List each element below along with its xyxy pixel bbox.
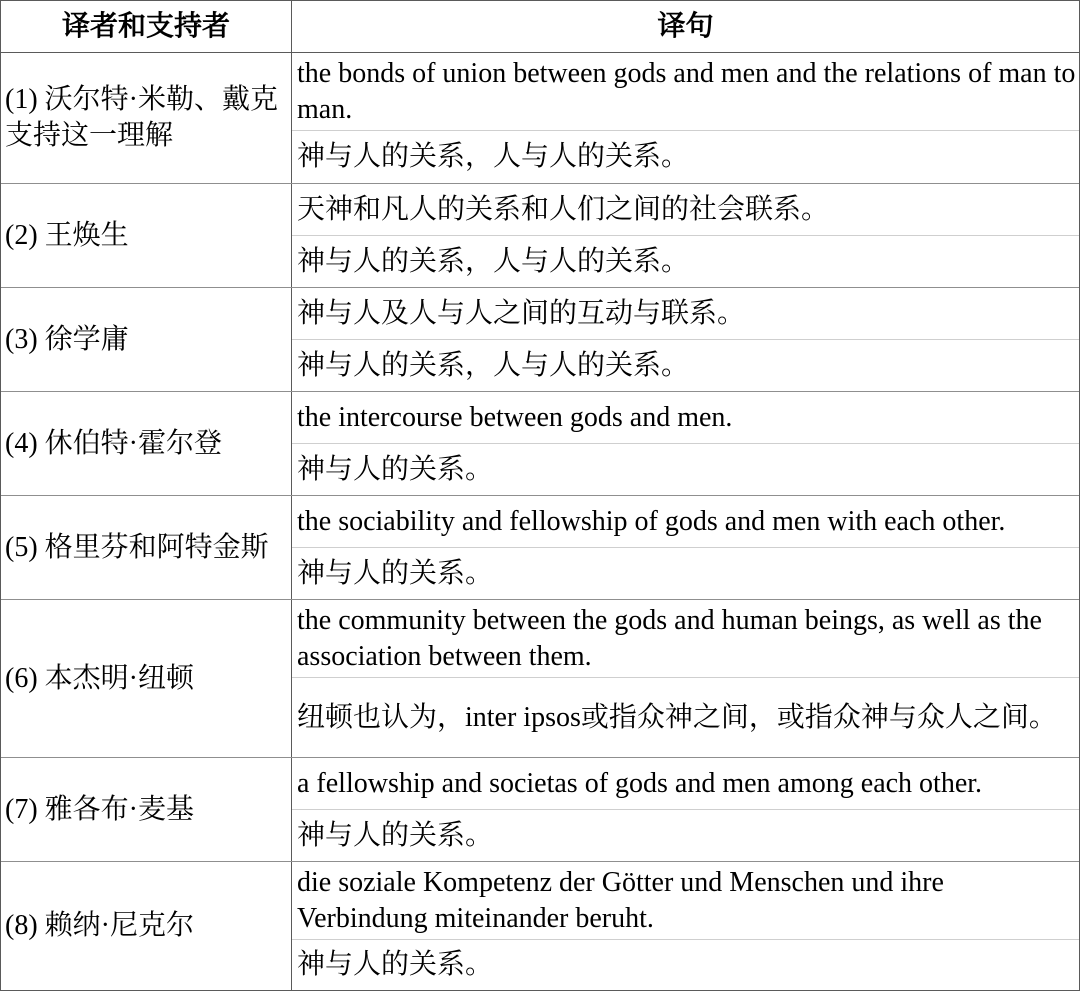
translator-cell bbox=[1, 184, 292, 287]
chinese-cell bbox=[292, 444, 1079, 495]
translator-cell bbox=[1, 496, 292, 599]
table-row bbox=[1, 600, 1079, 758]
translator-cell bbox=[1, 53, 292, 183]
sentence-column bbox=[292, 758, 1079, 861]
translator-line: 支持这一理解 bbox=[5, 120, 174, 151]
sentence-column bbox=[292, 184, 1079, 287]
translation-cell bbox=[292, 758, 1079, 810]
translation-line: the bonds of union between gods and men and the relations of man to bbox=[297, 57, 1076, 89]
chinese-cell bbox=[292, 810, 1079, 861]
translator-line: (8) 赖纳·尼克尔 bbox=[5, 910, 194, 941]
translator-cell bbox=[1, 392, 292, 495]
table-row bbox=[1, 496, 1079, 600]
translator-cell bbox=[1, 862, 292, 990]
translator-line: (1) 沃尔特·米勒、戴克 bbox=[5, 84, 278, 115]
table-row bbox=[1, 862, 1079, 990]
table-row bbox=[1, 288, 1079, 392]
sentence-column bbox=[292, 392, 1079, 495]
translation-line: the community between the gods and human beings, as well as the bbox=[297, 604, 1042, 636]
chinese-line: 神与人的关系。 bbox=[297, 453, 494, 485]
header-translator: 译者和支持者 bbox=[1, 1, 292, 52]
chinese-cell bbox=[292, 678, 1079, 757]
translation-line: association between them. bbox=[297, 640, 592, 672]
table-row bbox=[1, 392, 1079, 496]
translation-cell bbox=[292, 184, 1079, 236]
chinese-cell bbox=[292, 548, 1079, 599]
translation-cell bbox=[292, 53, 1079, 131]
translation-line: a fellowship and societas of gods and men among each other. bbox=[297, 767, 983, 799]
sentence-column bbox=[292, 496, 1079, 599]
header-sentence: 译句 bbox=[657, 10, 714, 42]
table-row bbox=[1, 758, 1079, 862]
chinese-cell bbox=[292, 940, 1079, 990]
translation-line: Verbindung miteinander beruht. bbox=[297, 902, 654, 934]
table-row bbox=[1, 184, 1079, 288]
translator-line: (7) 雅各布·麦基 bbox=[5, 793, 194, 825]
translation-cell bbox=[292, 496, 1079, 548]
translator-line: (2) 王焕生 bbox=[5, 219, 129, 251]
translation-line: the sociability and fellowship of gods and men with each other. bbox=[297, 505, 1006, 537]
chinese-line: 纽顿也认为，inter ipsos或指众神之间，或指众神与众人之间。 bbox=[297, 701, 1057, 733]
translation-line: man. bbox=[297, 93, 353, 125]
sentence-column bbox=[292, 288, 1079, 391]
translation-line: the intercourse between gods and men. bbox=[297, 401, 733, 433]
table-row bbox=[1, 53, 1079, 184]
chinese-line: 神与人的关系，人与人的关系。 bbox=[297, 141, 690, 172]
translator-line: (6) 本杰明·纽顿 bbox=[5, 662, 194, 694]
chinese-line: 神与人的关系。 bbox=[297, 557, 494, 589]
sentence-column bbox=[292, 862, 1079, 990]
translation-cell bbox=[292, 600, 1079, 678]
translation-line: 神与人及人与人之间的互动与联系。 bbox=[297, 297, 746, 329]
translation-cell bbox=[292, 392, 1079, 444]
translation-line: 天神和凡人的关系和人们之间的社会联系。 bbox=[297, 193, 830, 225]
chinese-line: 神与人的关系。 bbox=[297, 819, 494, 851]
translator-cell bbox=[1, 288, 292, 391]
sentence-column bbox=[292, 53, 1079, 183]
translator-cell bbox=[1, 600, 292, 757]
chinese-line: 神与人的关系，人与人的关系。 bbox=[297, 245, 690, 277]
translation-cell bbox=[292, 862, 1079, 940]
chinese-cell bbox=[292, 236, 1079, 287]
chinese-cell bbox=[292, 131, 1079, 183]
chinese-line: 神与人的关系。 bbox=[297, 949, 494, 980]
translation-line: die soziale Kompetenz der Götter und Menschen und ihre bbox=[297, 866, 944, 898]
sentence-column bbox=[292, 600, 1079, 757]
table-header bbox=[1, 1, 1079, 53]
translator-line: (5) 格里芬和阿特金斯 bbox=[5, 531, 269, 563]
chinese-line: 神与人的关系，人与人的关系。 bbox=[297, 349, 690, 381]
chinese-cell bbox=[292, 340, 1079, 391]
translator-line: (3) 徐学庸 bbox=[5, 323, 129, 355]
translator-cell bbox=[1, 758, 292, 861]
translator-line: (4) 休伯特·霍尔登 bbox=[5, 427, 222, 459]
translation-cell bbox=[292, 288, 1079, 340]
